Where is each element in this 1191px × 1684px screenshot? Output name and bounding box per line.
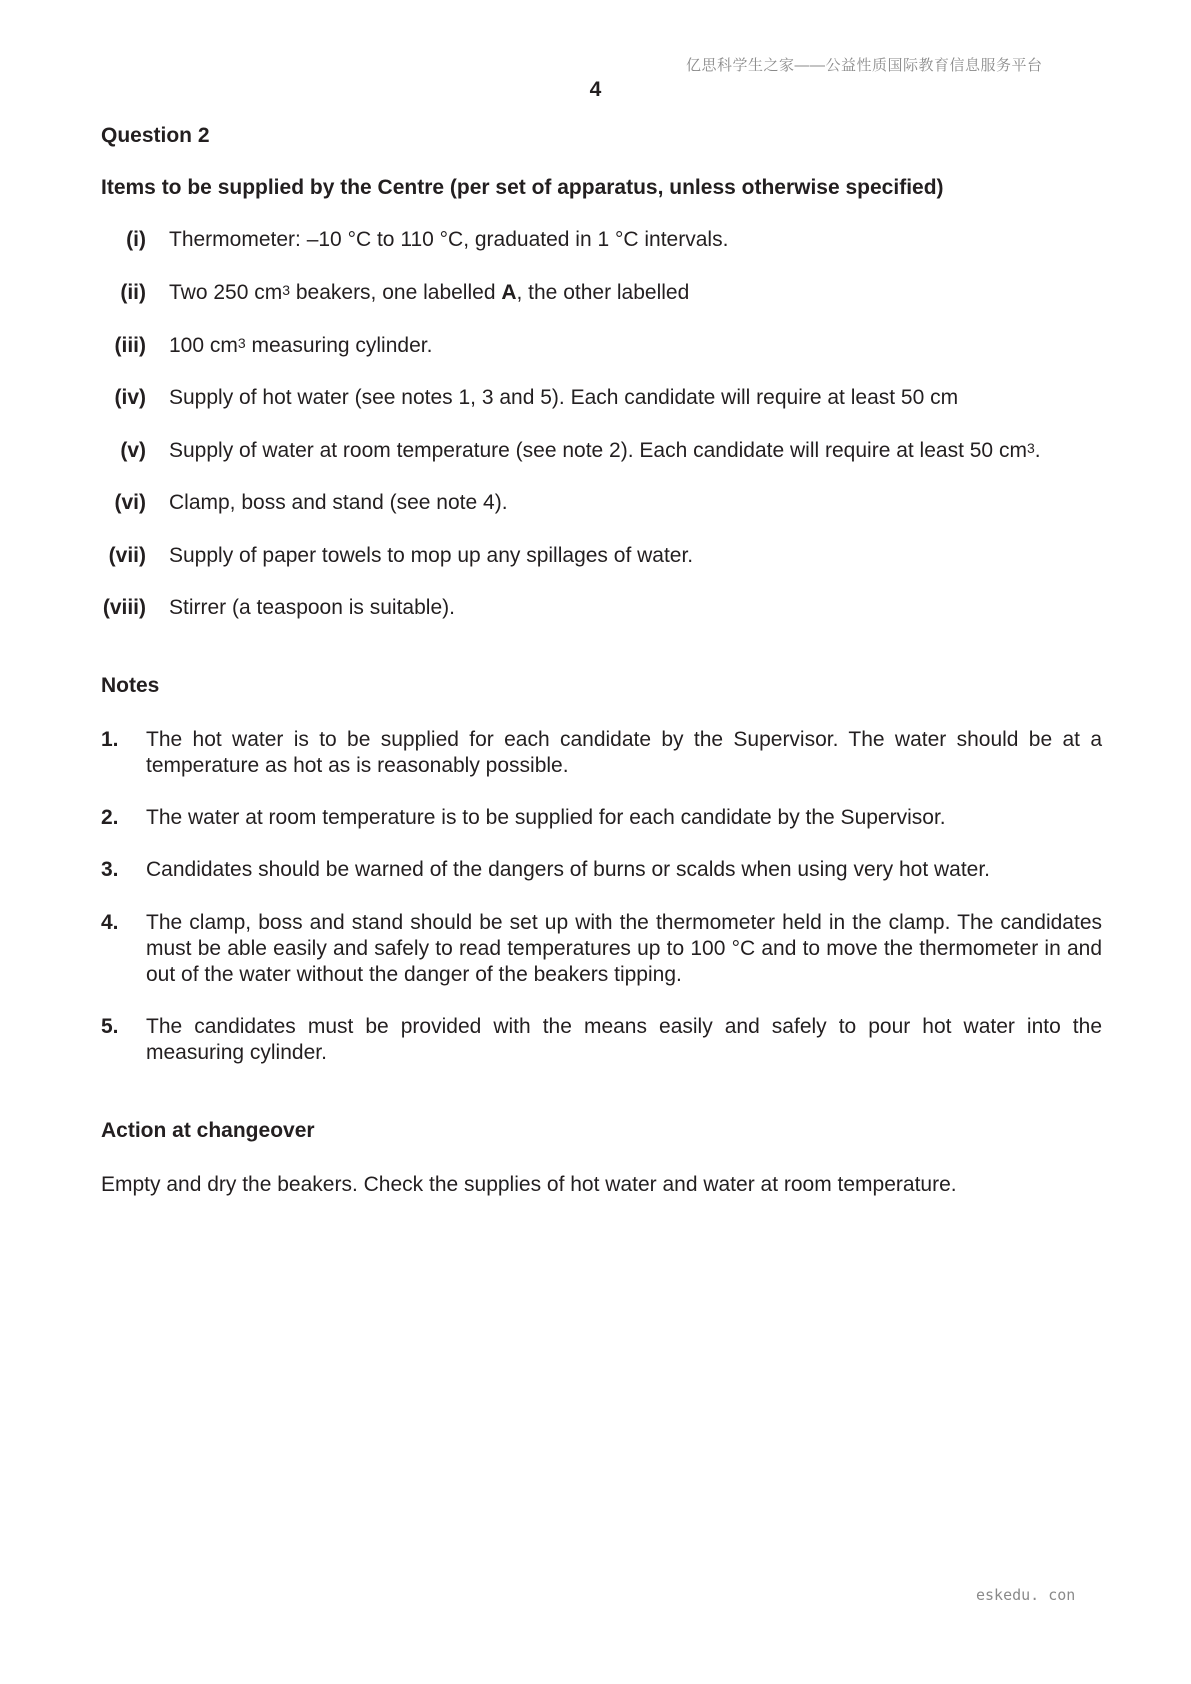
items-heading: Items to be supplied by the Centre (per set of apparatus, unless otherwise specified) (101, 176, 944, 199)
note-number: 1. (101, 728, 119, 751)
item-text: Two 250 $cm^3$ beakers, one labelled A, the other labelled (169, 281, 690, 304)
superscript: 3 (1026, 440, 1035, 456)
superscript: 3 (282, 282, 291, 298)
item-text: Supply of paper towels to mop up any spillages of water. (169, 544, 694, 567)
note-text: The candidates must be provided with the means easily and safely to pour hot water into the measuring cylinder. (146, 1015, 1102, 1064)
watermark-text: 亿思科学生之家——公益性质国际教育信息服务平台 (686, 57, 1043, 74)
note-text: Candidates should be warned of the dangers of burns or scalds when using very hot water. (146, 858, 991, 881)
item-text: Supply of water at room temperature (see note 2). Each candidate will require at least 50 $cm^3$. (169, 439, 1041, 462)
action-text: Empty and dry the beakers. Check the supplies of hot water and water at room temperature. (101, 1173, 957, 1196)
item-number: (vii) (108, 544, 146, 567)
item-number: (i) (126, 228, 146, 251)
note-number: 5. (101, 1015, 119, 1038)
note-number: 2. (101, 806, 119, 829)
question-title: Question 2 (101, 124, 210, 147)
note-number: 4. (101, 911, 119, 934)
item-text: Stirrer (a teaspoon is suitable). (169, 596, 455, 619)
superscript: 3 (237, 335, 246, 351)
action-heading: Action at changeover (101, 1119, 315, 1142)
notes-heading: Notes (101, 674, 160, 697)
note-text: The clamp, boss and stand should be set up with the thermometer held in the clamp. The candidates must be able easily and safely to read temperatures up to 100 °C and to move the thermometer in and out of the water without the danger of the beakers tipping. (146, 911, 1102, 986)
note-text: The hot water is to be supplied for each candidate by the Supervisor. The water should be at a temperature as hot as is reasonably possible. (146, 728, 1102, 777)
note-number: 3. (101, 858, 119, 881)
item-number: (viii) (102, 596, 146, 619)
item-number: (vi) (114, 491, 146, 514)
note-text: The water at room temperature is to be supplied for each candidate by the Supervisor. (146, 806, 946, 829)
item-number: (ii) (120, 281, 146, 304)
item-number: (v) (120, 439, 146, 462)
item-text: Thermometer: –10 °C to 110 °C, graduated in 1 °C intervals. (169, 228, 729, 251)
item-number: (iv) (114, 386, 146, 409)
item-number: (iii) (114, 334, 146, 357)
footer-watermark: eskedu. con (976, 1586, 1076, 1604)
item-text: Supply of hot water (see notes 1, 3 and 5). Each candidate will require at least 50 cm (169, 386, 959, 409)
page-number: 4 (589, 78, 602, 101)
item-text: 100 $cm^3$ measuring cylinder. (169, 334, 433, 357)
item-text: Clamp, boss and stand (see note 4). (169, 491, 508, 514)
